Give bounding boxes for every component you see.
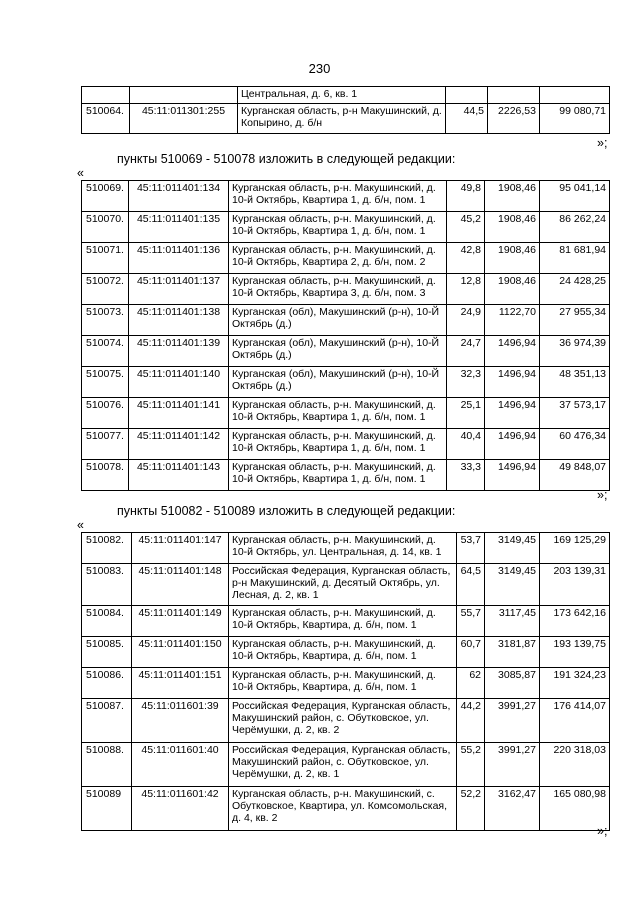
- rate-cell: 1122,70: [485, 305, 540, 336]
- value-cell: 37 573,17: [540, 398, 610, 429]
- rate-cell: 1496,94: [485, 429, 540, 460]
- cadastral-number-cell: 45:11:011401:150: [132, 637, 229, 668]
- cadastral-number-cell: 45:11:011401:148: [132, 564, 229, 606]
- value-cell: 220 318,03: [540, 743, 610, 787]
- area-cell: 49,8: [447, 181, 485, 212]
- address-cell: Курганская область, р-н. Макушинский, д. 10-й Октябрь, Квартира 2, д. б/н, пом. 2: [229, 243, 447, 274]
- row-number-cell: 510083.: [82, 564, 132, 606]
- table-row: [82, 668, 610, 699]
- area-cell: 55,7: [457, 606, 485, 637]
- row-number-cell: 510084.: [82, 606, 132, 637]
- cadastral-number-cell: 45:11:011401:139: [129, 336, 229, 367]
- table-row: [82, 460, 610, 491]
- row-number-cell: 510089: [82, 787, 132, 831]
- row-number-cell: 510086.: [82, 668, 132, 699]
- row-number-cell: 510075.: [82, 367, 129, 398]
- cadastral-number-cell: 45:11:011401:151: [132, 668, 229, 699]
- rate-cell: 1496,94: [485, 398, 540, 429]
- row-number-cell: 510087.: [82, 699, 132, 743]
- row-number-cell: 510074.: [82, 336, 129, 367]
- table-row: [82, 637, 610, 668]
- cadastral-number-cell: 45:11:011601:39: [132, 699, 229, 743]
- address-cell: Курганская область, р-н. Макушинский, д. 10-й Октябрь, Квартира 1, д. б/н, пом. 1: [229, 181, 447, 212]
- row-number-cell: 510078.: [82, 460, 129, 491]
- row-number-cell: 510070.: [82, 212, 129, 243]
- row-number-cell: 510064.: [82, 104, 130, 134]
- area-cell: 64,5: [457, 564, 485, 606]
- cadastral-number-cell: 45:11:011401:135: [129, 212, 229, 243]
- area-cell: 44,5: [446, 104, 488, 134]
- value-cell: 95 041,14: [540, 181, 610, 212]
- address-cell: Курганская область, р-н. Макушинский, с. Обутковское, Квартира, ул. Комсомольская, д. 4, кв. 2: [229, 787, 457, 831]
- value-cell: 27 955,34: [540, 305, 610, 336]
- rate-cell: 3181,87: [485, 637, 540, 668]
- rate-cell: 3117,45: [485, 606, 540, 637]
- value-cell: 203 139,31: [540, 564, 610, 606]
- address-cell: Курганская область, р-н. Макушинский, д. 10-й Октябрь, Квартира 1, д. б/н, пом. 1: [229, 460, 447, 491]
- cadastral-number-cell: 45:11:011601:42: [132, 787, 229, 831]
- end-quote-2: »;: [597, 488, 608, 502]
- area-cell: 45,2: [447, 212, 485, 243]
- row-number-cell: 510085.: [82, 637, 132, 668]
- table-row: [82, 336, 610, 367]
- table-row: [82, 212, 610, 243]
- address-cell: Российская Федерация, Курганская область, Макушинский район, с. Обутковское, ул. Черёмушки, д. 2, кв. 1: [229, 743, 457, 787]
- area-cell: 24,9: [447, 305, 485, 336]
- table-row: [82, 429, 610, 460]
- rate-cell: 2226,53: [488, 104, 540, 134]
- area-cell: 12,8: [447, 274, 485, 305]
- table-row: [82, 87, 610, 104]
- cadastral-number-cell: 45:11:011401:147: [132, 533, 229, 564]
- section2-table: [81, 532, 610, 831]
- value-cell: [540, 87, 610, 104]
- value-cell: 173 642,16: [540, 606, 610, 637]
- row-number-cell: 510071.: [82, 243, 129, 274]
- area-cell: 52,2: [457, 787, 485, 831]
- area-cell: 42,8: [447, 243, 485, 274]
- section-intro: пункты 510069 - 510078 изложить в следующей редакции:: [117, 152, 456, 166]
- rate-cell: 3149,45: [485, 564, 540, 606]
- rate-cell: 1496,94: [485, 336, 540, 367]
- address-cell: Курганская область, р-н. Макушинский, д. 10-й Октябрь, Квартира 1, д. б/н, пом. 1: [229, 398, 447, 429]
- area-cell: 40,4: [447, 429, 485, 460]
- table-row: [82, 564, 610, 606]
- page-number: 230: [308, 61, 331, 76]
- value-cell: 191 324,23: [540, 668, 610, 699]
- section1-table: [81, 180, 610, 491]
- end-quote-1: »;: [597, 136, 608, 150]
- table-row: [82, 743, 610, 787]
- row-number-cell: 510072.: [82, 274, 129, 305]
- value-cell: 60 476,34: [540, 429, 610, 460]
- cadastral-number-cell: 45:11:011401:136: [129, 243, 229, 274]
- area-cell: 60,7: [457, 637, 485, 668]
- value-cell: 86 262,24: [540, 212, 610, 243]
- row-number-cell: [82, 87, 130, 104]
- rate-cell: 1496,94: [485, 460, 540, 491]
- row-number-cell: 510069.: [82, 181, 129, 212]
- address-cell: Курганская область, р-н Макушинский, д. Копырино, д. б/н: [238, 104, 446, 134]
- area-cell: 44,2: [457, 699, 485, 743]
- rate-cell: 3162,47: [485, 787, 540, 831]
- cadastral-number-cell: 45:11:011401:137: [129, 274, 229, 305]
- table-row: [82, 305, 610, 336]
- cadastral-number-cell: 45:11:011401:138: [129, 305, 229, 336]
- table-row: [82, 243, 610, 274]
- table-row: [82, 606, 610, 637]
- table-row: [82, 787, 610, 831]
- table-row: [82, 699, 610, 743]
- rate-cell: [488, 87, 540, 104]
- area-cell: [446, 87, 488, 104]
- row-number-cell: 510088.: [82, 743, 132, 787]
- open-quote: «: [77, 166, 84, 180]
- cadastral-number-cell: [130, 87, 238, 104]
- address-cell: Курганская область, р-н. Макушинский, д. 10-й Октябрь, Квартира 1, д. б/н, пом. 1: [229, 429, 447, 460]
- address-cell: Курганская область, р-н. Макушинский, д. 10-й Октябрь, ул. Центральная, д. 14, кв. 1: [229, 533, 457, 564]
- value-cell: 169 125,29: [540, 533, 610, 564]
- value-cell: 49 848,07: [540, 460, 610, 491]
- area-cell: 53,7: [457, 533, 485, 564]
- area-cell: 62: [457, 668, 485, 699]
- address-cell: Курганская область, р-н. Макушинский, д. 10-й Октябрь, Квартира, д. б/н, пом. 1: [229, 637, 457, 668]
- row-number-cell: 510077.: [82, 429, 129, 460]
- area-cell: 55,2: [457, 743, 485, 787]
- row-number-cell: 510076.: [82, 398, 129, 429]
- cadastral-number-cell: 45:11:011401:134: [129, 181, 229, 212]
- value-cell: 36 974,39: [540, 336, 610, 367]
- cadastral-number-cell: 45:11:011601:40: [132, 743, 229, 787]
- value-cell: 176 414,07: [540, 699, 610, 743]
- cadastral-number-cell: 45:11:011401:141: [129, 398, 229, 429]
- area-cell: 25,1: [447, 398, 485, 429]
- row-number-cell: 510073.: [82, 305, 129, 336]
- cadastral-number-cell: 45:11:011301:255: [130, 104, 238, 134]
- open-quote: «: [77, 518, 84, 532]
- table-row: [82, 274, 610, 305]
- table-row: [82, 104, 610, 134]
- address-cell: Курганская область, р-н. Макушинский, д. 10-й Октябрь, Квартира 1, д. б/н, пом. 1: [229, 212, 447, 243]
- area-cell: 32,3: [447, 367, 485, 398]
- section-intro: пункты 510082 - 510089 изложить в следующей редакции:: [117, 504, 456, 518]
- table-row: [82, 533, 610, 564]
- address-cell: Курганская область, р-н. Макушинский, д. 10-й Октябрь, Квартира, д. б/н, пом. 1: [229, 668, 457, 699]
- cadastral-number-cell: 45:11:011401:143: [129, 460, 229, 491]
- value-cell: 48 351,13: [540, 367, 610, 398]
- table-row: [82, 181, 610, 212]
- rate-cell: 3149,45: [485, 533, 540, 564]
- rate-cell: 3085,87: [485, 668, 540, 699]
- cadastral-number-cell: 45:11:011401:149: [132, 606, 229, 637]
- table-row: [82, 398, 610, 429]
- value-cell: 99 080,71: [540, 104, 610, 134]
- rate-cell: 1908,46: [485, 274, 540, 305]
- address-cell: Курганская (обл), Макушинский (р-н), 10-Й Октябрь (д.): [229, 367, 447, 398]
- address-cell: Курганская область, р-н. Макушинский, д. 10-й Октябрь, Квартира, д. б/н, пом. 1: [229, 606, 457, 637]
- value-cell: 81 681,94: [540, 243, 610, 274]
- rate-cell: 3991,27: [485, 699, 540, 743]
- top-table: [81, 86, 610, 134]
- address-cell: Российская Федерация, Курганская область, Макушинский район, с. Обутковское, ул. Черёмушки, д. 2, кв. 2: [229, 699, 457, 743]
- rate-cell: 3991,27: [485, 743, 540, 787]
- cadastral-number-cell: 45:11:011401:142: [129, 429, 229, 460]
- row-number-cell: 510082.: [82, 533, 132, 564]
- value-cell: 165 080,98: [540, 787, 610, 831]
- address-cell: Российская Федерация, Курганская область, р-н Макушинский, д. Десятый Октябрь, ул. Лесная, д. 2, кв. 1: [229, 564, 457, 606]
- rate-cell: 1908,46: [485, 181, 540, 212]
- address-cell: Центральная, д. 6, кв. 1: [238, 87, 446, 104]
- area-cell: 33,3: [447, 460, 485, 491]
- table-row: [82, 367, 610, 398]
- address-cell: Курганская (обл), Макушинский (р-н), 10-Й Октябрь (д.): [229, 305, 447, 336]
- rate-cell: 1908,46: [485, 243, 540, 274]
- value-cell: 193 139,75: [540, 637, 610, 668]
- end-quote-3: »;: [597, 824, 608, 838]
- rate-cell: 1908,46: [485, 212, 540, 243]
- cadastral-number-cell: 45:11:011401:140: [129, 367, 229, 398]
- value-cell: 24 428,25: [540, 274, 610, 305]
- area-cell: 24,7: [447, 336, 485, 367]
- address-cell: Курганская (обл), Макушинский (р-н), 10-Й Октябрь (д.): [229, 336, 447, 367]
- address-cell: Курганская область, р-н. Макушинский, д. 10-й Октябрь, Квартира 3, д. б/н, пом. 3: [229, 274, 447, 305]
- rate-cell: 1496,94: [485, 367, 540, 398]
